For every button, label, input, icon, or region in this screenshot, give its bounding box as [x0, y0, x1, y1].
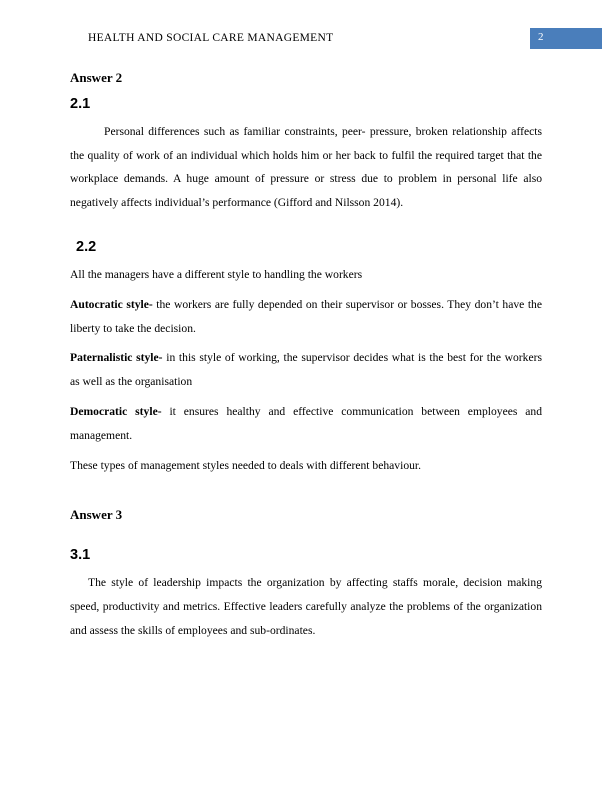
heading-answer-3: Answer 3 [70, 507, 123, 523]
paragraph-autocratic-style [70, 293, 542, 341]
paragraph-2-1: Personal differences such as familiar constraints, peer- pressure, broken relationship affects the quality of work of an individual which holds him or her back to fulfil the required target that the workplace demands. A huge amount of pressure or stress due to problem in personal life also negatively affects individual’s performance (Gifford and Nilsson 2014). [70, 124, 542, 210]
text-autocratic-style: the workers are fully depended on their supervisor or bosses. They don’t have the liberty to take the decision. [70, 297, 542, 335]
paragraph-3-1: The style of leadership impacts the organization by affecting staffs morale, decision making speed, productivity and metrics. Effective leaders carefully analyze the problems of the organization and assess the skills of employees and sub-ordinates. [70, 576, 542, 637]
paragraph-2-2-closing: These types of management styles needed to deals with different behaviour. [70, 458, 422, 472]
document-body [70, 68, 542, 648]
spacer [70, 221, 542, 231]
page-header [0, 32, 612, 54]
spacer [70, 483, 542, 505]
paragraph-2-2-intro: All the managers have a different style to handling the workers [70, 268, 363, 282]
heading-3-1: 3.1 [70, 546, 91, 563]
text-paternalistic-style: in this style of working, the supervisor decides what is the best for the workers as well as the organisation [70, 351, 542, 389]
heading-2-2: 2.2 [76, 238, 97, 255]
header-title: HEALTH AND SOCIAL CARE MANAGEMENT [88, 32, 334, 44]
heading-answer-2: Answer 2 [70, 70, 123, 85]
paragraph-paternalistic-style [70, 346, 542, 394]
label-democratic-style: Democratic style- [70, 404, 162, 418]
page-number-badge [530, 28, 602, 49]
page-number: 2 [538, 31, 544, 43]
text-democratic-style: it ensures healthy and effective communication between employees and management. [70, 404, 542, 442]
spacer [70, 529, 542, 539]
label-paternalistic-style: Paternalistic style- [70, 351, 163, 365]
paragraph-democratic-style [70, 400, 542, 448]
heading-2-1: 2.1 [70, 95, 91, 112]
label-autocratic-style: Autocratic style- [70, 297, 153, 311]
